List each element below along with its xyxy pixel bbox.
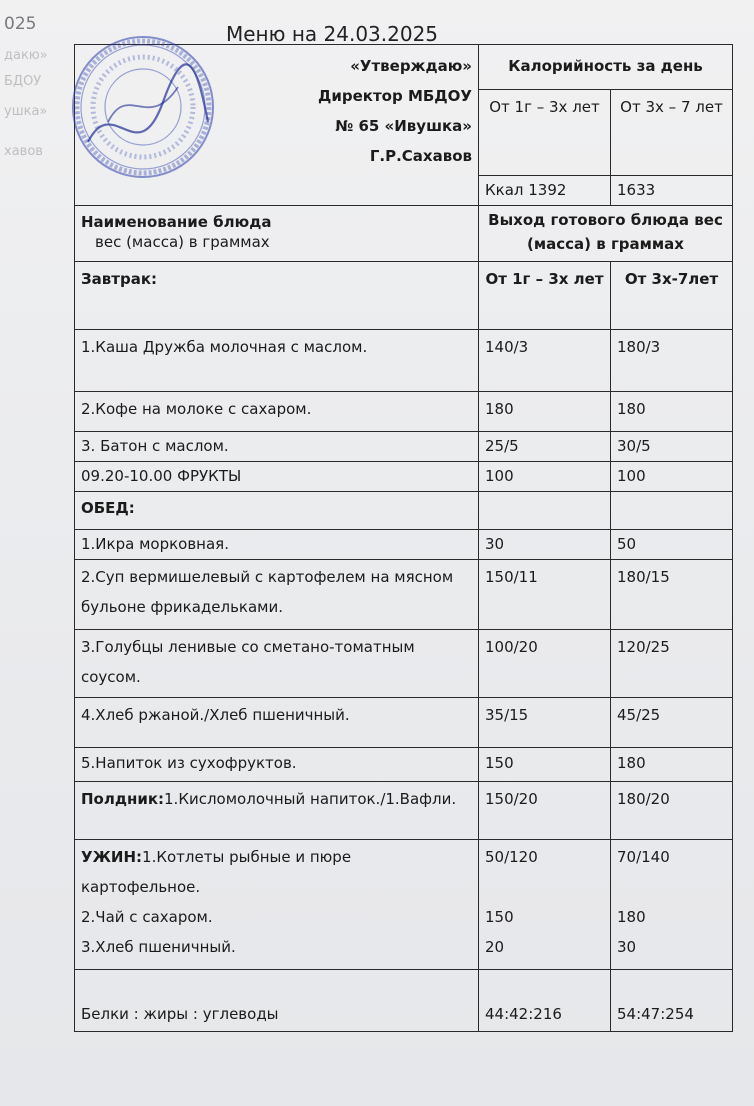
portion-age1: 150 (485, 908, 514, 926)
portion-age1: 50/120 (485, 848, 538, 866)
age1-header: От 1г – 3х лет (479, 262, 611, 330)
portion-age2: 180/15 (611, 560, 733, 630)
portion-age1: 150/11 (479, 560, 611, 630)
dish-cell: 4.Хлеб ржаной./Хлеб пшеничный. (75, 698, 479, 748)
dish-cell: 2.Суп вермишелевый с картофелем на мясном бульоне фрикадельками. (75, 560, 479, 630)
calories-value1: Ккал 1392 (479, 176, 611, 206)
age2-header: От 3х-7лет (611, 262, 733, 330)
page-title: Меню на 24.03.2025 (226, 22, 439, 46)
dinner-item-3: 3.Хлеб пшеничный. (81, 938, 236, 956)
calories-age2: От 3х – 7 лет (611, 90, 733, 176)
portion-age2 (611, 492, 733, 530)
portion-age1: 150/20 (479, 782, 611, 840)
calories-value2: 1633 (611, 176, 733, 206)
portion-age1: 35/15 (479, 698, 611, 748)
totals-age1: 44:42:216 (479, 970, 611, 1032)
show-through-text: хавов (4, 144, 43, 159)
dish-cell: 1.Икра морковная. (75, 530, 479, 560)
approval-line: Г.Р.Сахавов (369, 147, 472, 165)
dinner-portions-age1 (479, 840, 611, 970)
approval-line: Директор МБДОУ (318, 87, 472, 105)
portion-age2: 180 (611, 392, 733, 432)
dish-cell: 1.Каша Дружба молочная с маслом. (75, 330, 479, 392)
snack-label: Полдник: (81, 790, 165, 808)
breakfast-header: Завтрак: (75, 262, 479, 330)
portion-age1: 140/3 (479, 330, 611, 392)
approval-line: № 65 «Ивушка» (335, 117, 472, 135)
portion-age2: 180 (611, 748, 733, 782)
dish-cell: 3.Голубцы ленивые со сметано-томатным соусом. (75, 630, 479, 698)
dish-cell: 2.Кофе на молоке с сахаром. (75, 392, 479, 432)
portion-age2: 100 (611, 462, 733, 492)
output-header: Выход готового блюда вес (масса) в граммах (479, 206, 733, 262)
portion-age2: 70/140 (617, 848, 670, 866)
lunch-header: ОБЕД: (75, 492, 479, 530)
dish-cell: 09.20-10.00 ФРУКТЫ (75, 462, 479, 492)
portion-age1: 100/20 (479, 630, 611, 698)
dinner-label: УЖИН: (81, 848, 143, 866)
show-through-text: дакю» (4, 48, 48, 63)
snack-items: 1.Кисломолочный напиток./1.Вафли. (164, 790, 457, 808)
portion-age1: 100 (479, 462, 611, 492)
approval-line: «Утверждаю» (350, 57, 472, 75)
calories-header: Калорийность за день (479, 45, 733, 90)
portion-age2: 45/25 (611, 698, 733, 748)
portion-age1: 20 (485, 938, 505, 956)
portion-age1: 30 (479, 530, 611, 560)
dish-name-sub: вес (масса) в граммах (95, 233, 270, 251)
dish-cell: 3. Батон с маслом. (75, 432, 479, 462)
dinner-cell (75, 840, 479, 970)
portion-age1: 150 (479, 748, 611, 782)
portion-age1: 180 (479, 392, 611, 432)
portion-age2: 180 (617, 908, 646, 926)
dinner-portions-age2 (611, 840, 733, 970)
portion-age1 (479, 492, 611, 530)
portion-age2: 180/3 (611, 330, 733, 392)
dish-name-title: Наименование блюда (81, 213, 272, 231)
portion-age2: 30 (617, 938, 637, 956)
show-through-text: БДОУ (4, 74, 42, 89)
portion-age2: 50 (611, 530, 733, 560)
totals-label: Белки : жиры : углеводы (75, 970, 479, 1032)
show-through-text: ушка» (4, 104, 48, 119)
portion-age2: 120/25 (611, 630, 733, 698)
portion-age2: 30/5 (611, 432, 733, 462)
portion-age1: 25/5 (479, 432, 611, 462)
totals-age2: 54:47:254 (611, 970, 733, 1032)
snack-cell (75, 782, 479, 840)
year-fragment: 025 (4, 14, 37, 34)
dish-name-header (75, 206, 479, 262)
dinner-item-2: 2.Чай с сахаром. (81, 908, 213, 926)
approval-block (75, 45, 479, 206)
portion-age2: 180/20 (611, 782, 733, 840)
calories-age1: От 1г – 3х лет (479, 90, 611, 176)
dinner-item-1: УЖИН:1.Котлеты рыбные и пюре картофельное. (81, 848, 352, 896)
menu-table (74, 44, 733, 1032)
dish-cell: 5.Напиток из сухофруктов. (75, 748, 479, 782)
